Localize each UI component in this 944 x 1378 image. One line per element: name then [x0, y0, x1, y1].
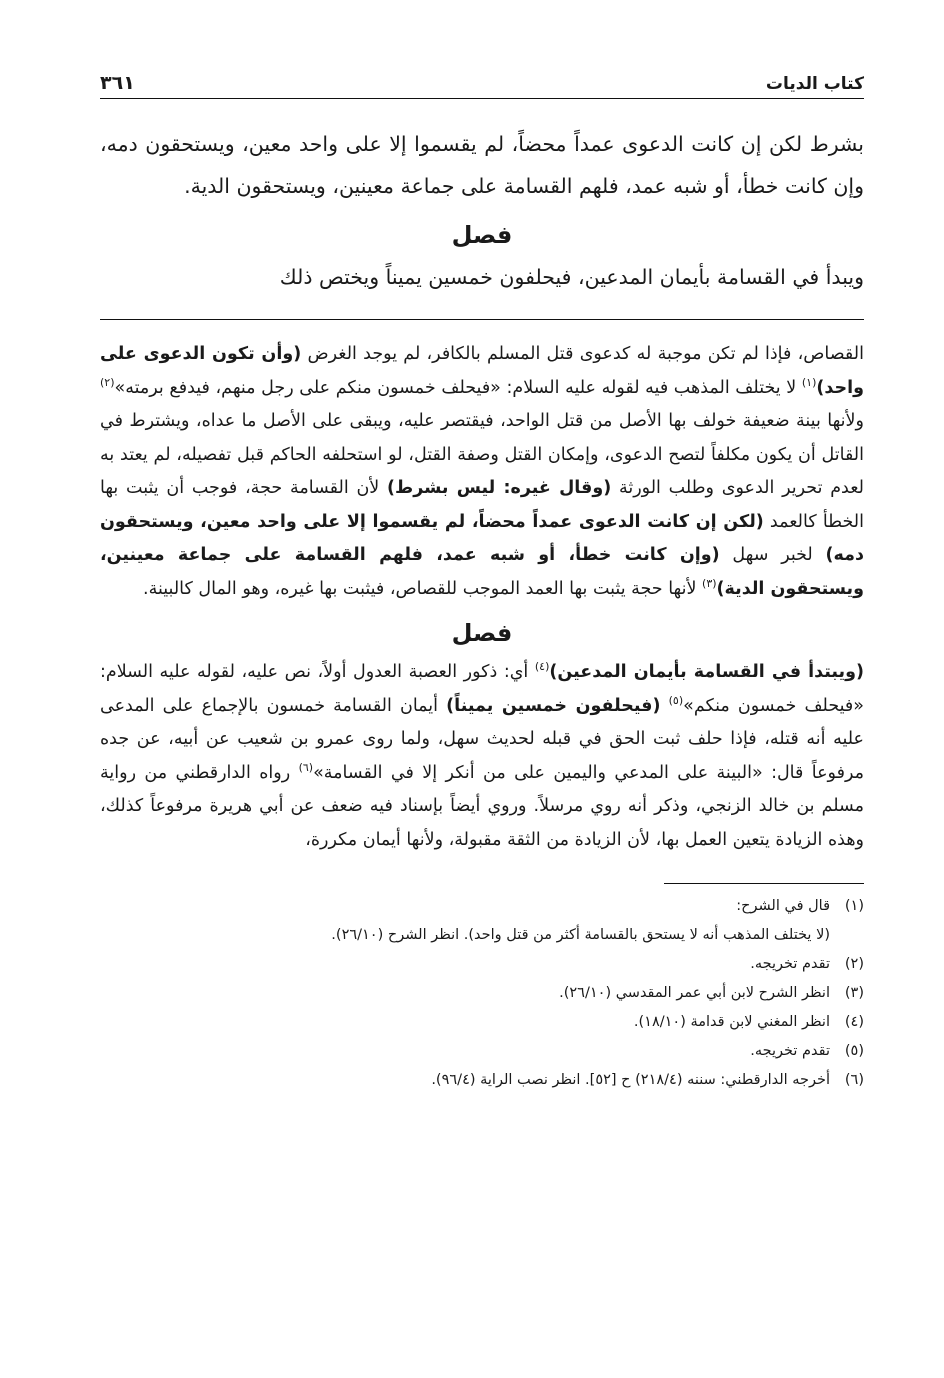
- footnote-item: [100, 1008, 864, 1037]
- page-header: [100, 58, 864, 99]
- footnote-quote: (لا يختلف المذهب أنه لا يستحق بالقسامة أكثر من قتل واحد). انظر الشرح (٢٦/١٠).: [331, 927, 830, 943]
- footnote-item: [100, 1066, 864, 1095]
- footnote-item: [100, 979, 864, 1008]
- footnote-number: (٥): [844, 1043, 864, 1059]
- quoted-matn: (ويبتدأ في القسامة بأيمان المدعين): [549, 662, 865, 682]
- commentary-paragraph-1: [100, 338, 864, 606]
- footnote-ref: (٢): [100, 375, 115, 389]
- footnote-text: تقدم تخريجه.: [750, 956, 830, 972]
- commentary-text-run: أي: ذكور العصبة العدول أولاً، نص عليه، لقوله عليه السلام: «فيحلف خمسون منكم»: [100, 662, 864, 716]
- footnotes: [100, 892, 864, 1095]
- commentary-text-run: أيمان القسامة خمسون بالإجماع على المدعى عليه أنه قتله، فإذا حلف ثبت الحق في قبله لحديث سهل، ولما روى عمرو بن شعيب عن أبيه، عن جده مرفوعاً قال: «البينة على المدعي واليمين على من أنكر إلا في القسامة»: [100, 695, 864, 783]
- footnote-item: [100, 1037, 864, 1066]
- commentary-text-run: لأنها حجة يثبت بها العمد الموجب للقصاص، فيثبت بها غيره، وهو المال كالبينة.: [143, 578, 703, 599]
- section-heading-fasl-commentary: فصل: [451, 619, 513, 647]
- footnote-ref: (٣): [702, 576, 717, 590]
- footnote-number: (٤): [844, 1014, 864, 1030]
- footnote-ref: (٤): [534, 660, 550, 674]
- footnote-number: (٢): [844, 956, 864, 972]
- footnote-text: انظر المغني لابن قدامة (١٨/١٠).: [633, 1014, 830, 1030]
- footnote-number: (٣): [844, 985, 864, 1001]
- commentary-text-run: رواه الدارقطني من رواية مسلم بن خالد الزنجي، وذكر أنه روي مرسلاً. وروي أيضاً بإسناد فيه ضعف عن أبي هريرة مرفوعاً كذلك، وهذه الزيادة يتعين العمل بها، لأن الزيادة من الثقة مقبولة، ولأنها أيمان مكررة،: [100, 762, 864, 850]
- footnote-text: قال في الشرح:: [736, 898, 830, 914]
- footnote-item: [100, 892, 864, 921]
- commentary-text-run: لا يختلف المذهب فيه لقوله عليه السلام: «فيحلف خمسون منكم على رجل منهم، فيدفع برمته»: [114, 377, 802, 398]
- quoted-matn: (وأن تكون الدعوى على واحد): [100, 344, 864, 398]
- footnote-ref: (١): [801, 375, 817, 389]
- main-text: [100, 123, 864, 297]
- commentary-text-run: لأن القسامة حجة، فوجب أن يثبت بها الخطأ كالعمد: [100, 478, 864, 532]
- text-separator-rule: [100, 319, 864, 320]
- book-page: [100, 58, 864, 1348]
- running-title: كتاب الديات: [765, 74, 864, 94]
- footnote-ref: (٥): [668, 693, 684, 707]
- matn-paragraph: بشرط لكن إن كانت الدعوى عمداً محضاً، لم يقسموا إلا على واحد معين، ويستحقون دمه، وإن كانت خطأ، أو شبه عمد، فلهم القسامة على جماعة معينين، ويستحقون الدية.: [100, 132, 864, 198]
- commentary-text-run: ولأنها بينة ضعيفة خولف بها الأصل من قتل الواحد، فيقتصر عليه، ويبقى على الأصل ما عداه، ويشترط في القاتل أن يكون مكلفاً لتصح الدعوى، وإمكان القتل وصفة القتل، لو استحلفه الحاكم قبل تفصيله، لم يعتد به لعدم تحرير الدعوى وطلب الورثة: [100, 411, 864, 498]
- footnote-number: (٦): [844, 1072, 864, 1088]
- page-number: ٣٦١: [100, 72, 135, 94]
- commentary-text-run: [660, 696, 668, 716]
- footnote-text: تقدم تخريجه.: [750, 1043, 830, 1059]
- footnote-rule: [664, 883, 864, 884]
- footnote-item: [100, 950, 864, 979]
- matn-continuation: ويبدأ في القسامة بأيمان المدعين، فيحلفون خمسين يميناً ويختص ذلك: [279, 265, 864, 289]
- footnote-text: انظر الشرح لابن أبي عمر المقدسي (٢٦/١٠).: [559, 985, 830, 1001]
- footnote-ref: (٦): [298, 760, 314, 774]
- commentary-text-run: القصاص، فإذا لم تكن موجبة له كدعوى قتل المسلم بالكافر، لم يوجد الغرض: [301, 344, 864, 364]
- commentary-text: [100, 338, 864, 857]
- quoted-matn: (لكن إن كانت الدعوى عمداً محضاً، لم يقسموا إلا على واحد معين، ويستحقون دمه): [100, 511, 864, 565]
- section-heading-fasl: فصل: [451, 221, 513, 249]
- commentary-paragraph-2: [100, 656, 864, 857]
- quoted-matn: (فيحلفون خمسين يميناً): [446, 695, 661, 716]
- footnote-number: (١): [844, 898, 864, 914]
- quoted-matn: (وقال غيره: ليس بشرط): [387, 478, 612, 498]
- commentary-text-run: لخبر سهل: [719, 545, 826, 565]
- quoted-matn: (وإن كانت خطأ، أو شبه عمد، فلهم القسامة على جماعة معينين، ويستحقون الدية): [100, 545, 864, 599]
- footnote-text: أخرجه الدارقطني: سننه (٢١٨/٤) ح [٥٢]. انظر نصب الراية (٩٦/٤).: [431, 1072, 830, 1088]
